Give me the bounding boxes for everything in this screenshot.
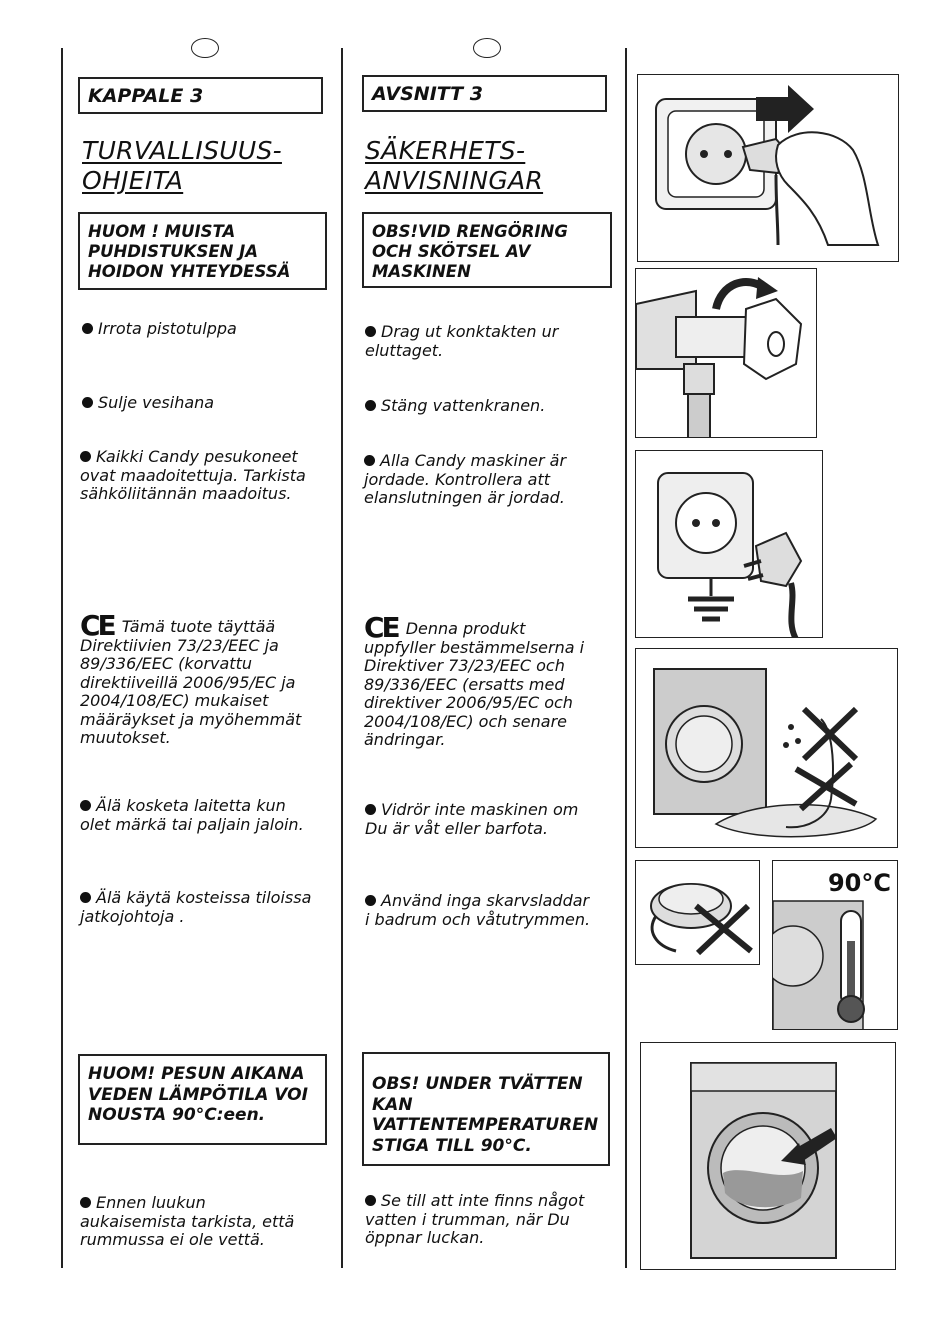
earthing-instruction-fi: Kaikki Candy pesukoneet ovat maadoitettuja. Tarkista sähköliitännän maadoitus. <box>80 447 306 503</box>
tap-instruction-fi: Sulje vesihana <box>82 394 214 413</box>
unplug-instruction-sv: Drag ut konktakten ur eluttaget. <box>365 322 559 360</box>
bullet-icon <box>82 323 93 334</box>
title-line-1: TURVALLISUUS- <box>82 136 282 165</box>
bullet-icon <box>82 397 93 408</box>
column-divider-middle <box>341 48 343 1268</box>
ce-mark-icon: CE <box>364 611 398 644</box>
thermometer-icon <box>772 860 898 1030</box>
extension-warning-fi: Älä käytä kosteissa tiloissa jatkojohtoja . <box>80 888 312 926</box>
earthing-instruction-sv: Alla Candy maskiner är jordade. Kontrollera att elanslutningen är jordad. <box>364 451 567 507</box>
temperature-label: 90°C <box>827 869 891 897</box>
ce-declaration-sv: CE Denna produkt uppfyller bestämmelserna i Direktiver 73/23/EEC och 89/336/EEC (ersatts med direktiver 2006/95/EC och 2004/108/EC) och senare ändringar. <box>364 611 585 749</box>
door-instruction-sv: Se till att inte finns något vatten i trumman, när Du öppnar luckan. <box>365 1191 585 1247</box>
bullet-icon <box>80 1197 91 1208</box>
wet-barefoot-warning-icon <box>635 648 898 848</box>
cleaning-note-sv: OBS!VID RENGÖRING OCH SKÖTSEL AV MASKINEN <box>362 212 612 288</box>
door-instruction-fi: Ennen luukun aukaisemista tarkista, että rummussa ei ole vettä. <box>80 1193 295 1249</box>
bullet-icon <box>364 455 375 466</box>
column-divider-left <box>61 48 63 1268</box>
temperature-note-sv: OBS! UNDER TVÄTTEN KAN VATTENTEMPERATUREN STIGA TILL 90°C. <box>362 1052 610 1166</box>
title-line-2: ANVISNINGAR <box>365 166 544 195</box>
section-heading-sv: AVSNITT 3 <box>362 75 607 112</box>
bullet-icon <box>80 451 91 462</box>
door-water-check-icon <box>640 1042 896 1270</box>
section-heading-fi: KAPPALE 3 <box>78 77 323 114</box>
bullet-icon <box>365 326 376 337</box>
extension-warning-sv: Använd inga skarvsladdar i badrum och våtutrymmen. <box>365 891 591 929</box>
cleaning-note-fi: HUOM ! MUISTA PUHDISTUKSEN JA HOIDON YHTEYDESSÄ <box>78 212 327 290</box>
page-title-sv <box>365 136 543 196</box>
bullet-icon <box>80 892 91 903</box>
tap-instruction-sv: Stäng vattenkranen. <box>365 397 545 416</box>
extension-cord-warning-icon <box>635 860 760 965</box>
temperature-note-fi: HUOM! PESUN AIKANA VEDEN LÄMPÖTILA VOI NOUSTA 90°C:een. <box>78 1054 327 1145</box>
title-line-2: OHJEITA <box>82 166 184 195</box>
wet-warning-sv: Vidrör inte maskinen om Du är våt eller barfota. <box>365 800 579 838</box>
wet-warning-fi: Älä kosketa laitetta kun olet märkä tai paljain jaloin. <box>80 796 304 834</box>
bullet-icon <box>80 800 91 811</box>
page-title-fi <box>82 136 282 196</box>
bullet-icon <box>365 895 376 906</box>
language-marker-fi <box>191 38 219 58</box>
unplug-instruction-fi: Irrota pistotulppa <box>82 320 237 339</box>
bullet-icon <box>365 804 376 815</box>
language-marker-sv <box>473 38 501 58</box>
earthed-socket-icon <box>635 450 823 638</box>
ce-declaration-fi: CE Tämä tuote täyttää Direktiivien 73/23/EEC ja 89/336/EEC (korvattu direktiiveillä 2006/95/EC ja 2004/108/EC) mukaiset määräykset ja myöhemmät muutokset. <box>80 609 302 747</box>
water-tap-icon <box>635 268 817 438</box>
plug-removal-icon <box>637 74 899 262</box>
title-line-1: SÄKERHETS- <box>365 136 526 165</box>
bullet-icon <box>365 400 376 411</box>
column-divider-right <box>625 48 627 1268</box>
ce-mark-icon: CE <box>80 609 114 642</box>
bullet-icon <box>365 1195 376 1206</box>
